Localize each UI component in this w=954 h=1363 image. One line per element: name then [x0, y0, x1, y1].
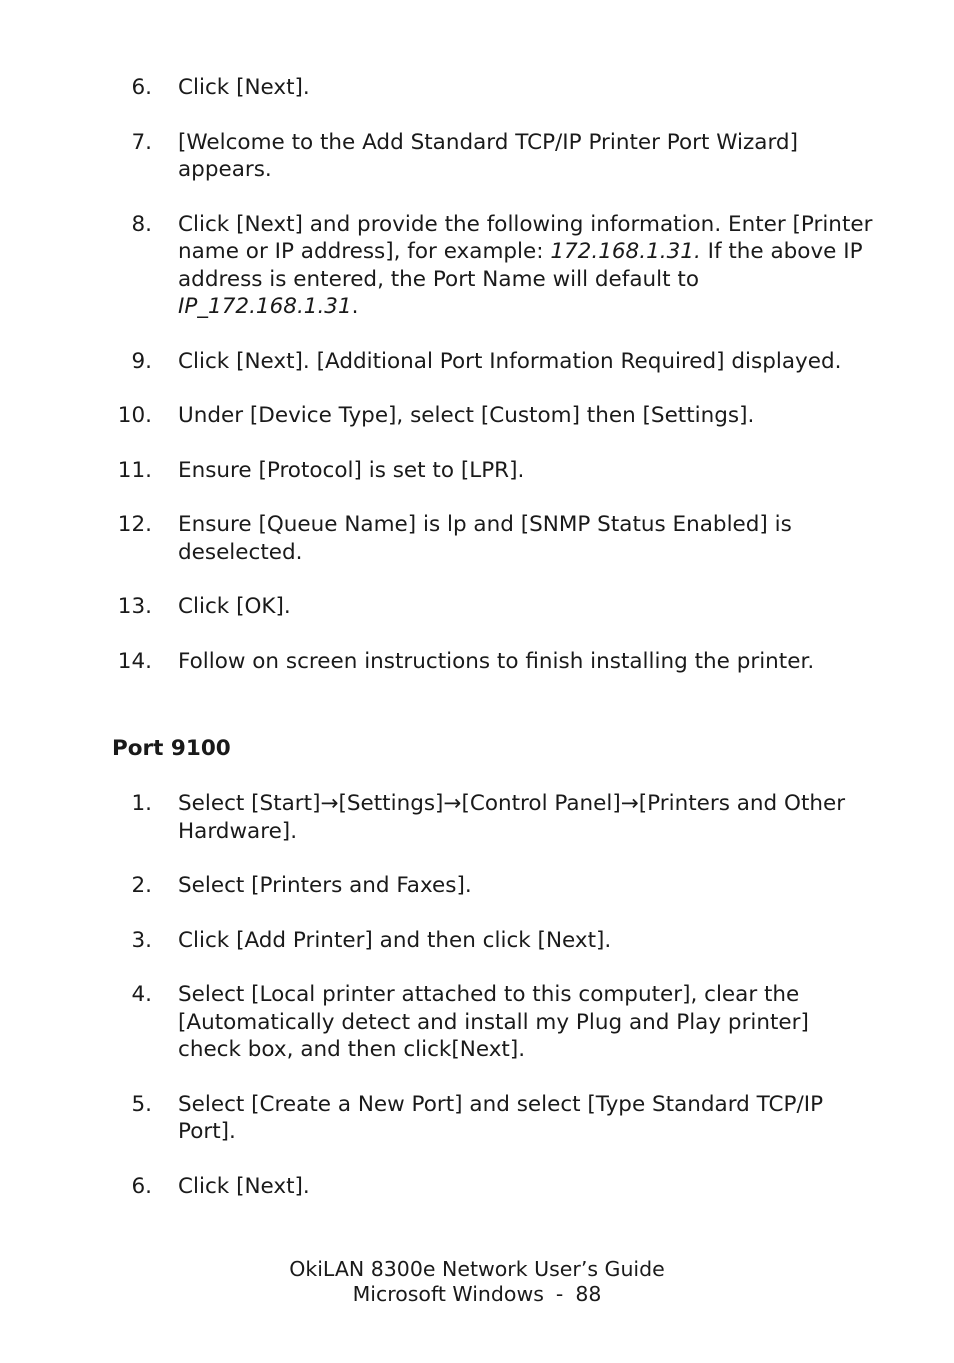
list-item — [0, 402, 954, 430]
page-footer — [0, 1257, 954, 1307]
step-number: 5. — [131, 1091, 152, 1117]
step-text — [178, 790, 878, 845]
list-item — [0, 648, 954, 676]
list-item — [0, 511, 954, 566]
list-item — [0, 872, 954, 900]
step-number: 6. — [131, 75, 152, 100]
step-number: 6. — [131, 1173, 152, 1199]
step-text — [178, 74, 878, 102]
list-item — [0, 1173, 954, 1201]
step-text-segment: Select [Create a New Port] and select [Type Standard TCP/IP Port]. — [178, 1091, 824, 1144]
step-text — [178, 1173, 878, 1201]
list-item — [0, 593, 954, 621]
section-heading: Port 9100 — [112, 736, 231, 761]
step-text — [178, 648, 878, 676]
list-item — [0, 129, 954, 184]
instruction-list-port-9100 — [0, 790, 954, 1227]
step-number: 4. — [131, 982, 152, 1007]
page-number: 88 — [575, 1282, 602, 1306]
step-text-segment: Click [Next]. — [178, 1173, 310, 1199]
step-text-segment: Select [Start]→[Settings]→[Control Panel]→[Printers and Other Hardware]. — [178, 791, 846, 844]
step-text-segment: Click [Next] and provide the following information. Enter [Printer name or IP address], for example: — [178, 211, 873, 264]
list-item — [0, 348, 954, 376]
step-text-segment: Select [Printers and Faxes]. — [178, 873, 472, 898]
step-text — [178, 927, 878, 955]
list-item — [0, 927, 954, 955]
step-text — [178, 981, 878, 1064]
step-text — [178, 457, 878, 485]
step-text-italic: 172.168.1.31. — [550, 239, 701, 264]
step-number: 11. — [117, 457, 152, 483]
step-text-segment: Click [OK]. — [178, 594, 291, 619]
footer-section-line — [0, 1282, 954, 1307]
step-text-segment: Follow on screen instructions to finish installing the printer. — [178, 648, 815, 674]
step-number: 9. — [131, 348, 152, 374]
step-text — [178, 402, 878, 430]
step-number: 8. — [131, 211, 152, 237]
step-text-segment: Click [Next]. [Additional Port Information Required] displayed. — [178, 348, 842, 374]
instruction-list-lpr — [0, 74, 954, 702]
step-text — [178, 211, 878, 321]
step-text-segment: Under [Device Type], select [Custom] then [Settings]. — [178, 403, 755, 428]
step-text-segment: . — [351, 294, 359, 319]
step-text-segment: Ensure [Protocol] is set to [LPR]. — [178, 457, 525, 483]
list-item — [0, 457, 954, 485]
step-text-segment: Click [Next]. — [178, 75, 310, 100]
list-item — [0, 74, 954, 102]
list-item — [0, 981, 954, 1064]
step-text-segment: Select [Local printer attached to this computer], clear the [Automatically detect and install my Plug and Play printer] check box, and then click[Next]. — [178, 982, 809, 1062]
step-number: 10. — [117, 403, 152, 428]
footer-title: OkiLAN 8300e Network User’s Guide — [289, 1257, 665, 1281]
step-text — [178, 129, 878, 184]
step-text-segment: If the above IP address is entered, the Port Name will default to — [178, 239, 863, 292]
step-text-italic: IP_172.168.1.31 — [178, 294, 352, 319]
step-text — [178, 1091, 878, 1146]
step-number: 14. — [117, 648, 152, 674]
step-number: 12. — [117, 512, 152, 537]
step-number: 1. — [131, 791, 152, 816]
step-text-segment: Ensure [Queue Name] is lp and [SNMP Status Enabled] is deselected. — [178, 512, 792, 565]
footer-section: Microsoft Windows — [352, 1282, 544, 1306]
step-text — [178, 511, 878, 566]
step-text-segment: Click [Add Printer] and then click [Next]. — [178, 927, 612, 953]
step-text — [178, 872, 878, 900]
step-number: 7. — [131, 129, 152, 155]
step-number: 3. — [131, 927, 152, 953]
step-number: 13. — [117, 594, 152, 619]
step-text — [178, 348, 878, 376]
list-item — [0, 790, 954, 845]
list-item — [0, 1091, 954, 1146]
footer-separator: - — [555, 1282, 564, 1306]
list-item — [0, 211, 954, 321]
step-text — [178, 593, 878, 621]
step-number: 2. — [131, 873, 152, 898]
step-text-segment: [Welcome to the Add Standard TCP/IP Printer Port Wizard] appears. — [178, 129, 798, 182]
